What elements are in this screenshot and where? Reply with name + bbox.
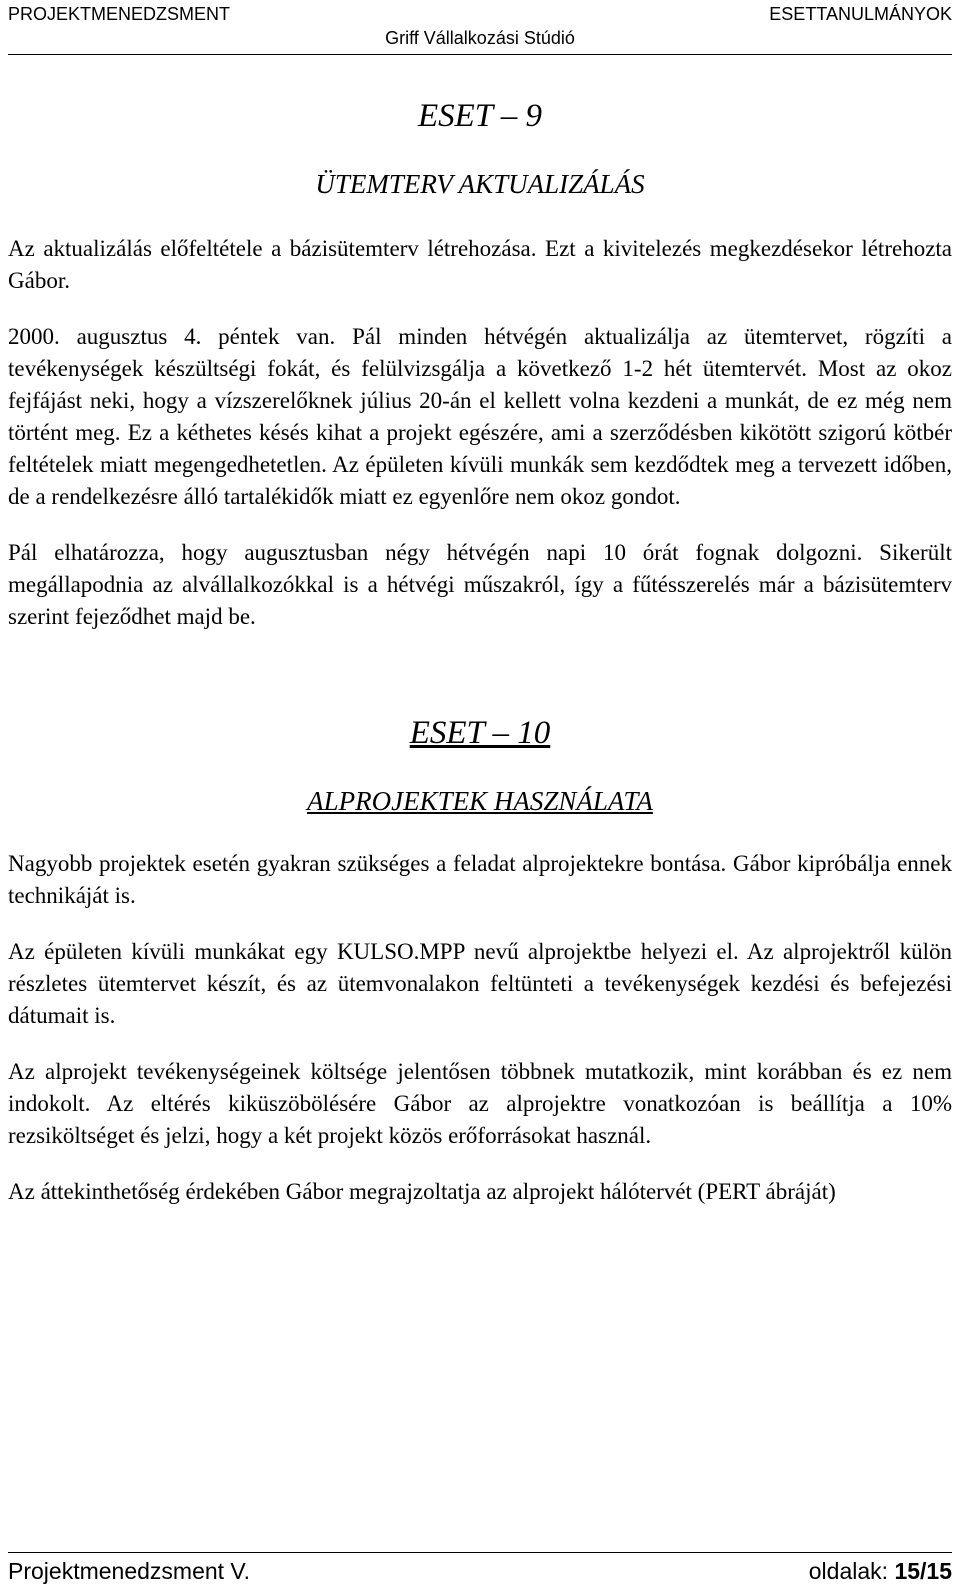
header-right-text: ESETTANULMÁNYOK — [769, 4, 952, 24]
header-center-text: Griff Vállalkozási Stúdió — [385, 28, 575, 48]
case10-paragraph-4: Az áttekinthetőség érdekében Gábor megrajzoltatja az alprojekt hálótervét (PERT ábráját) — [8, 1179, 836, 1204]
footer-divider — [8, 1552, 952, 1553]
case9-paragraph-1: Az aktualizálás előfeltétele a bázisütemterv létrehozása. Ezt a kivitelezés megkezdésekor létrehozta Gábor. — [8, 236, 952, 293]
footer-left-text: Projektmenedzsment V. — [8, 1558, 251, 1584]
case10-title: ESET – 10 — [409, 715, 551, 751]
page-indicator — [809, 1557, 952, 1585]
case9-title: ESET – 9 — [417, 98, 543, 134]
page-number: 15/15 — [894, 1558, 952, 1584]
header-row — [8, 2, 952, 26]
header-left-text: PROJEKTMENEDZSMENT — [8, 4, 231, 24]
case10-subtitle: ALPROJEKTEK HASZNÁLATA — [307, 786, 653, 816]
case9-paragraph-3: Pál elhatározza, hogy augusztusban négy hétvégén napi 10 órát fognak dolgozni. Sikerült megállapodnia az alvállalkozókkal is a hétvégi műszakról, így a fűtésszerelés már a bázisütemterv szerint fejeződhet majd be. — [8, 540, 952, 629]
case10-paragraph-1: Nagyobb projektek esetén gyakran szükséges a feladat alprojektekre bontása. Gábor kipróbálja ennek technikáját is. — [8, 851, 952, 908]
case9-paragraph-2: 2000. augusztus 4. péntek van. Pál minden hétvégén aktualizálja az ütemtervet, rögzíti a tevékenységek készültségi fokát, és felülvizsgálja a következő 1-2 hét ütemtervét. Most az okoz fejfájást neki, hogy a vízszerelőknek július 20-án el kellett volna kezdeni a munkát, de ez még nem történt meg. Ez a kéthetes késés kihat a projekt egészére, ami a szerződésben kikötött szigorú kötbér feltételek miatt megengedhetetlen. Az épületen kívüli munkák sem kezdődtek meg a tervezett időben, de a rendelkezésre álló tartalékidők miatt ez egyenlőre nem okoz gondot. — [8, 324, 952, 509]
page-header — [8, 2, 952, 55]
footer-row — [8, 1557, 952, 1585]
case9-subtitle: ÜTEMTERV AKTUALIZÁLÁS — [315, 169, 645, 199]
document-body — [8, 96, 952, 1208]
page-label: oldalak: — [808, 1558, 895, 1584]
case10-paragraph-3: Az alprojekt tevékenységeinek költsége jelentősen többnek mutatkozik, mint korábban és ez nem indokolt. Az eltérés kiküszöbölésére Gábor az alprojektre vonatkozóan is beállítja a 10% rezsiköltséget és jelzi, hogy a két projekt közös erőforrásokat használ. — [8, 1059, 952, 1148]
case10-paragraph-2: Az épületen kívüli munkákat egy KULSO.MPP nevű alprojektbe helyezi el. Az alprojektről külön részletes ütemtervet készít, és az ütemvonalakon feltünteti a tevékenységek kezdési és befejezési dátumait is. — [8, 939, 952, 1028]
page-footer — [8, 1552, 952, 1585]
header-divider — [8, 54, 952, 55]
